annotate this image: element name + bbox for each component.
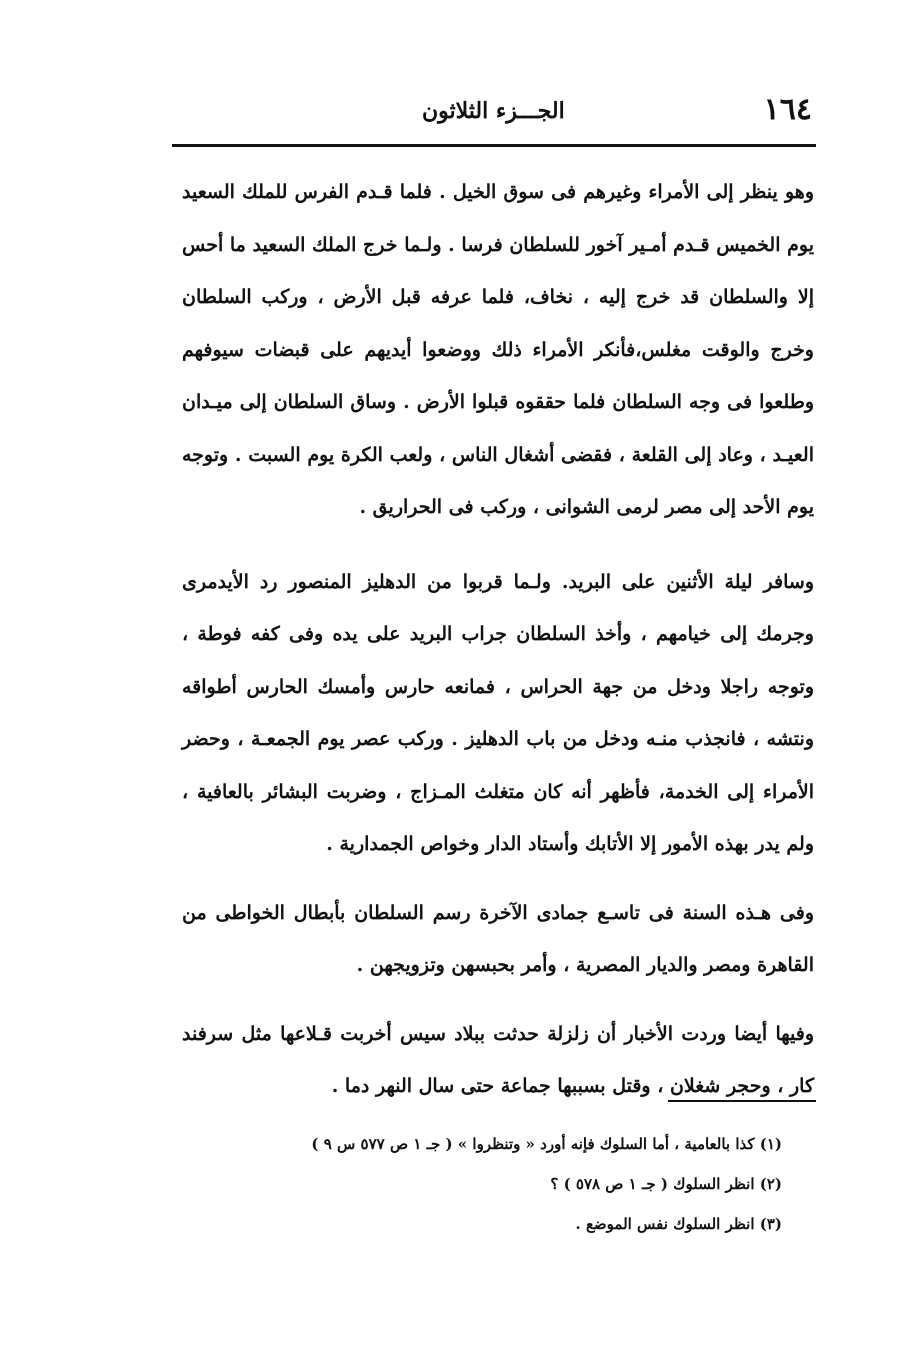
paragraph: وهو ينظر إلى الأمراء وغيرهم فى سوق الخيل . فلما قـدم الفرس للملك السعيد يوم الخميس قـدم أمـير آخور للسلطان فرسا . ولـما خرج الملك السعيد ما أحس إلا والسلطان قد خرج إليه ، نخاف، فلما عرفه قبل الأرض ، وركب السلطان وخرج والوقت مغلس،فأنكر الأمراء ذلك ووضعوا أيديهم على قبضات سيوفهم وطلعوا فى وجه السلطان فلما حققوه قبلوا الأرض . وساق السلطان إلى ميـدان العيـد ، وعاد إلى القلعة ، فقضى أشغال الناس ، ولعب الكرة يوم السبت . وتوجه يوم الأحد إلى مصر لرمى الشوانى ، وركب فى الحراريق . [182,181,814,518]
footnote-rule [668,1100,816,1102]
footnote: (١) كذا بالعامية ، أما السلوك فإنه أورد « وتنظروا » ( جـ ١ ص ٥٧٧ س ٩ ) [311,1135,782,1153]
running-title: الجـــزء الثلاثون [422,98,565,124]
body-text [182,166,814,1113]
page-header [172,92,812,136]
paragraph: وفى هـذه السنة فى تاسـع جمادى الآخرة رسم السلطان بأبطال الخواطى من القاهرة ومصر والديار المصرية ، وأمر بحبسهن وتزويجهن . [182,901,814,976]
page-number: ١٦٤ [763,92,812,127]
footnote: (٣) انظر السلوك نفس الموضع . [575,1215,782,1233]
paragraph: وسافر ليلة الأثنين على البريد. ولـما قربوا من الدهليز المنصور رد الأيدمرى وجرمك إلى خيامهم ، وأخذ السلطان جراب البريد على يده وفى كفه فوطة ، وتوجه راجلا ودخل من جهة الحراس ، فمانعه حارس وأمسك الحارس أطواقه ونتشه ، فانجذب منـه ودخل من باب الدهليز . وركب عصر يوم الجمعـة ، وحضر الأمراء إلى الخدمة، فأظهر أنه كان متغلث المـزاج ، وضربت البشائر بالعافية ، ولم يدر بهذه الأمور إلا الأتابك وأستاد الدار وخواص الجمدارية . [182,570,814,855]
header-rule [172,144,816,147]
paragraph: وفيها أيضا وردت الأخبار أن زلزلة حدثت ببلاد سيس أخربت قـلاعها مثل سرفند كار ، وحجر شغلان ، وقتل بسببها جماعة حتى سال النهر دما . [182,1022,814,1097]
footnotes [230,1124,782,1244]
footnote: (٢) انظر السلوك ( جـ ١ ص ٥٧٨ ) ؟ [550,1175,782,1193]
